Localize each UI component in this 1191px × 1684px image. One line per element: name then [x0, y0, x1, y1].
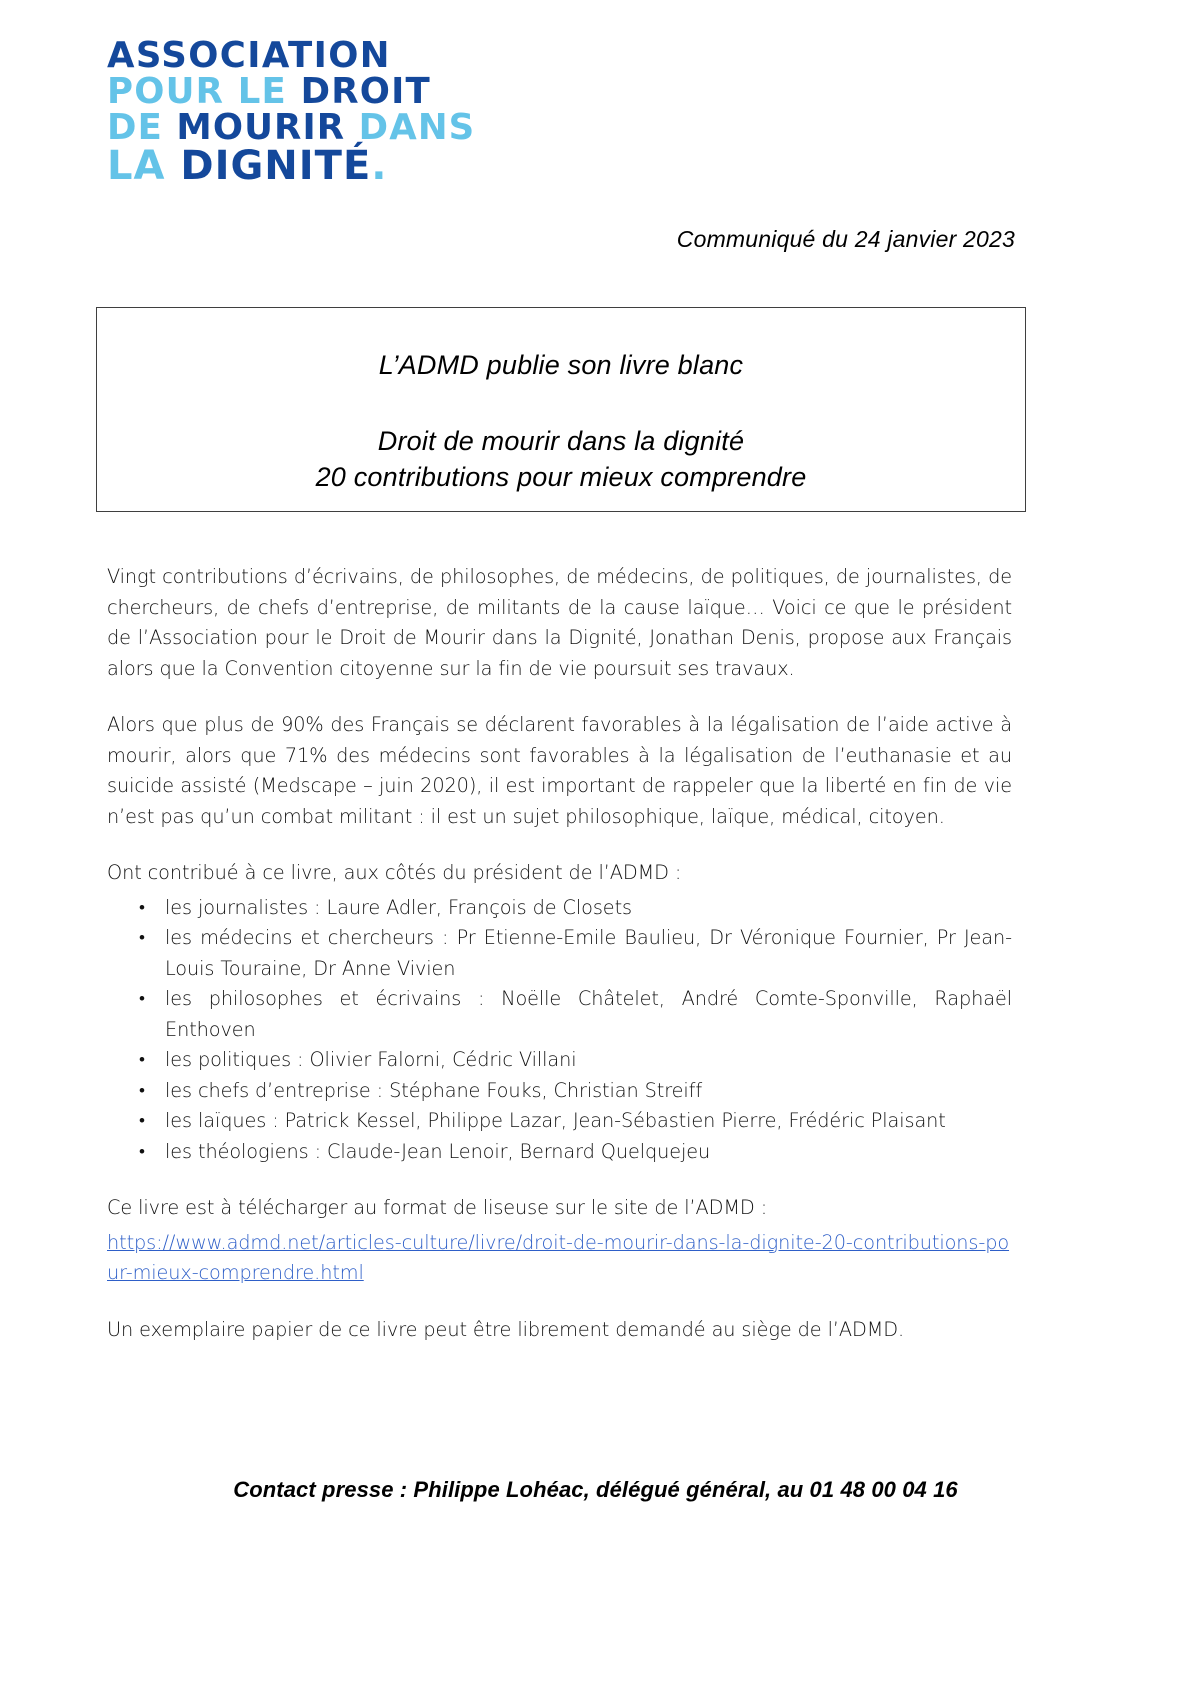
contributors-list — [107, 893, 1012, 1168]
download-link-paragraph — [107, 1228, 1012, 1289]
logo-segment: DE — [107, 107, 177, 148]
logo-line-4-wrapper — [107, 143, 447, 189]
footer-contact: Contact presse : Philippe Lohéac, délégué général, au 01 48 00 04 16 — [233, 1477, 958, 1502]
download-intro: Ce livre est à télécharger au format de liseuse sur le site de l’ADMD : — [107, 1196, 768, 1219]
paragraph-statistics: Alors que plus de 90% des Français se déclarent favorables à la légalisation de l’aide active à mourir, alors que 71% des médecins sont favorables à la légalisation de l’euthanasie et au suicide assisté (Medscape – juin 2020), il est important de rappeler que la liberté en fin de vie n’est pas qu’un combat militant : il est un sujet philosophique, laïque, médical, citoyen. — [107, 713, 1012, 828]
logo-segment: MOURIR — [176, 107, 359, 148]
logo-yellow-highlight — [107, 284, 441, 299]
logo-segment: DROIT — [300, 71, 431, 112]
page-title: L’ADMD publie son livre blanc — [378, 350, 744, 380]
logo-segment: LA — [107, 143, 181, 189]
page-subtitle — [316, 423, 807, 495]
contributors-intro: Ont contribué à ce livre, aux côtés du président de l’ADMD : — [107, 861, 682, 884]
list-item: • les politiques : Olivier Falorni, Cédric Villani — [107, 1045, 1012, 1076]
list-item: • les laïques : Patrick Kessel, Philippe Lazar, Jean-Sébastien Pierre, Frédéric Plaisant — [107, 1106, 1012, 1137]
list-item: • les chefs d’entreprise : Stéphane Fouks, Christian Streiff — [107, 1076, 1012, 1107]
list-item: • les philosophes et écrivains : Noëlle Châtelet, André Comte-Sponville, Raphaël Enthoven — [107, 984, 1012, 1045]
logo-segment: DIGNITÉ — [180, 143, 372, 189]
logo-segment: . — [371, 143, 388, 189]
logo-segment: DANS — [358, 107, 476, 148]
logo-line-4 — [107, 143, 447, 189]
admd-logo — [107, 35, 476, 189]
list-item: • les théologiens : Claude-Jean Lenoir, Bernard Quelquejeu — [107, 1137, 1012, 1168]
paragraph-intro: Vingt contributions d’écrivains, de philosophes, de médecins, de politiques, de journalistes, de chercheurs, de chefs d’entreprise, de militants de la cause laïque… Voici ce que le président de l’Association pour le Droit de Mourir dans la Dignité, Jonathan Denis, propose aux Français alors que la Convention citoyenne sur la fin de vie poursuit ses travaux. — [107, 565, 1012, 680]
list-item: • les journalistes : Laure Adler, François de Closets — [107, 893, 1012, 924]
title-box — [96, 307, 1026, 512]
document-body — [107, 562, 1012, 1371]
admd-book-link[interactable]: https://www.admd.net/articles-culture/livre/droit-de-mourir-dans-la-dignite-20-contributions-pour-mieux-comprendre.html — [107, 1230, 1010, 1284]
list-item: • les médecins et chercheurs : Pr Etienne-Emile Baulieu, Dr Véronique Fournier, Pr Jean-Louis Touraine, Dr Anne Vivien — [107, 923, 1012, 984]
communique-date: Communiqué du 24 janvier 2023 — [676, 226, 1015, 252]
subtitle-line-2: 20 contributions pour mieux comprendre — [315, 462, 807, 492]
logo-segment: ASSOCIATION — [107, 35, 391, 76]
logo-line-2 — [107, 71, 447, 112]
subtitle-line-1: Droit de mourir dans la dignité — [377, 426, 745, 456]
logo-segment: POUR LE — [107, 71, 301, 112]
logo-line-3 — [107, 107, 476, 148]
paragraph-paper-copy: Un exemplaire papier de ce livre peut être librement demandé au siège de l’ADMD. — [107, 1317, 905, 1341]
logo-line-1 — [107, 35, 447, 76]
